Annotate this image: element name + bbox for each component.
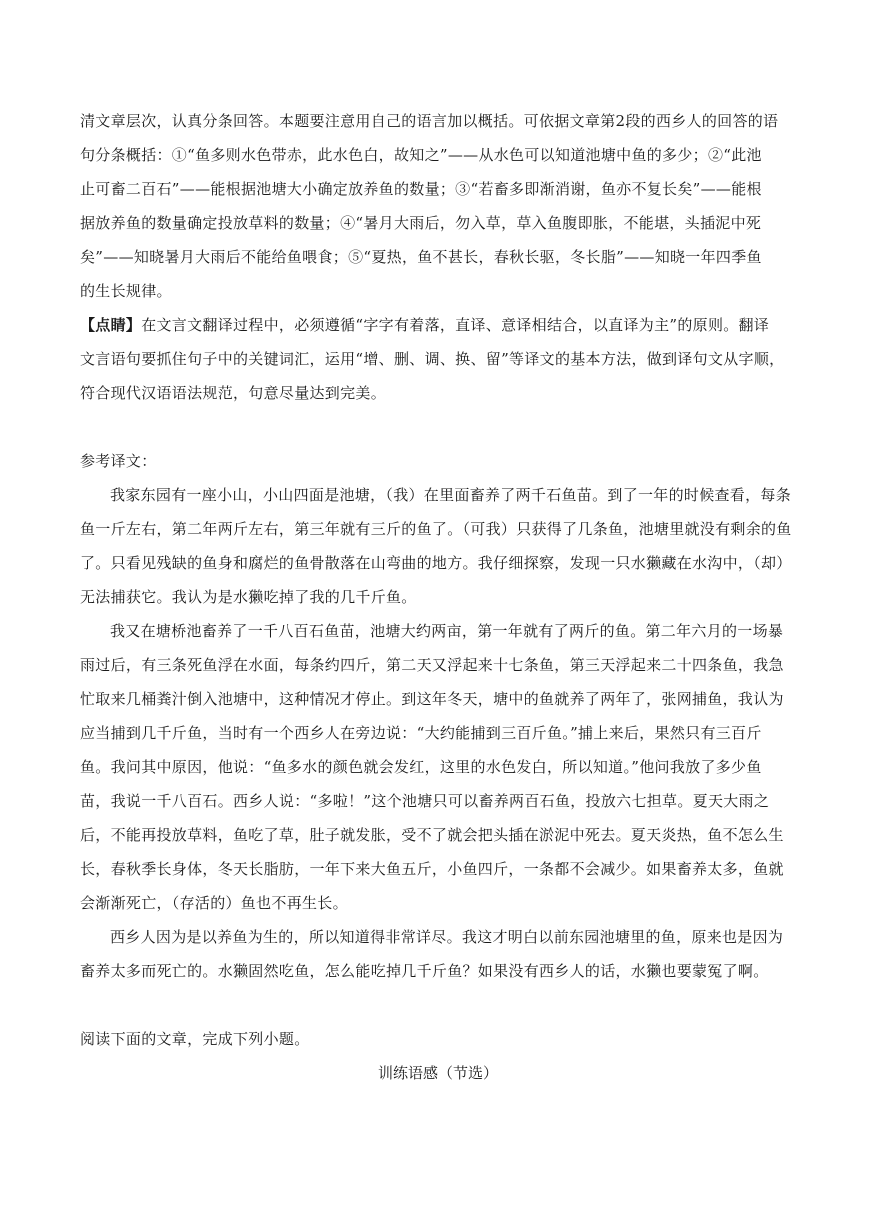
analysis-line: 的生长规律。: [80, 282, 172, 300]
paragraph-line: 我又在塘桥池畜养了一千八百石鱼苗，池塘大约两亩，第一年就有了两斤的鱼。第二年六月的一场暴: [110, 622, 784, 640]
dianjing-line: [80, 308, 796, 342]
dianjing-line: 文言语句要抓住句子中的关键词汇，运用“增、删、调、换、留”等译文的基本方法，做到译句文从字顺，: [80, 350, 785, 368]
translation-heading: 参考译文：: [80, 452, 157, 470]
analysis-line: 句分条概括：①“鱼多则水色带赤，此水色白，故知之”——从水色可以知道池塘中鱼的多少；②“此池: [80, 146, 762, 164]
dianjing-text: 在文言文翻译过程中，必须遵循“字字有着落，直译、意译相结合，以直译为主”的原则。翻译: [141, 316, 770, 334]
analysis-line: 据放养鱼的数量确定投放草料的数量；④“暑月大雨后，勿入草，草入鱼腹即胀，不能堪，头插泥中死: [80, 214, 762, 232]
question-instruction: 阅读下面的文章，完成下列小题。: [80, 1030, 310, 1048]
analysis-line: 清文章层次，认真分条回答。本题要注意用自己的语言加以概括。可依据文章第2段的西乡人的回答的语: [80, 112, 779, 130]
paragraph-line: 后，不能再投放草料，鱼吃了草，肚子就发胀，受不了就会把头插在淤泥中死去。夏天炎热，鱼不怎么生: [80, 826, 784, 844]
paragraph-line: 鱼一斤左右，第二年两斤左右，第三年就有三斤的鱼了。（可我）只获得了几条鱼，池塘里就没有剩余的鱼: [80, 520, 792, 538]
paragraph-line: 忙取来几桶粪汁倒入池塘中，这种情况才停止。到这年冬天，塘中的鱼就养了两年了，张网捕鱼，我认为: [80, 690, 784, 708]
paragraph-line: 鱼。我问其中原因，他说：“鱼多水的颜色就会发红，这里的水色发白，所以知道。”他问我放了多少鱼: [80, 758, 762, 776]
paragraph-line: 西乡人因为是以养鱼为生的，所以知道得非常详尽。我这才明白以前东园池塘里的鱼，原来也是因为: [110, 928, 784, 946]
paragraph-line: 苗，我说一千八百石。西乡人说：“多啦！”这个池塘只可以畜养两百石鱼，投放六七担草。夏天大雨之: [80, 792, 770, 810]
document-page: [80, 104, 796, 1090]
spacer: [80, 410, 796, 444]
translation-paragraph-2: [80, 614, 796, 920]
analysis-line: 矣”——知晓暑月大雨后不能给鱼喂食；⑤“夏热，鱼不甚长，春秋长驱，冬长脂”——知晓一年四季鱼: [80, 248, 762, 266]
translation-paragraph-3: [80, 920, 796, 988]
paragraph-line: 了。只看见残缺的鱼身和腐烂的鱼骨散落在山弯曲的地方。我仔细探察，发现一只水獭藏在水沟中，（却）: [80, 554, 792, 572]
dianjing-tag: 【点睛】: [80, 316, 142, 334]
paragraph-line: 畜养太多而死亡的。水獭固然吃鱼，怎么能吃掉几千斤鱼？如果没有西乡人的话，水獭也要蒙冤了啊。: [80, 962, 769, 980]
spacer: [80, 988, 796, 1022]
analysis-continued: [80, 104, 796, 308]
translation-paragraph-1: [80, 478, 796, 614]
paragraph-line: 会渐渐死亡，（存活的）鱼也不再生长。: [80, 894, 348, 912]
article-title: 训练语感（节选）: [377, 1064, 498, 1082]
paragraph-line: 无法捕获它。我认为是水獭吃掉了我的几千斤鱼。: [80, 588, 417, 606]
dianjing-section: [80, 308, 796, 410]
paragraph-line: 雨过后，有三条死鱼浮在水面，每条约四斤，第二天又浮起来十七条鱼，第三天浮起来二十四条鱼，我急: [80, 656, 784, 674]
analysis-line: 止可畜二百石”——能根据池塘大小确定放养鱼的数量；③“若畜多即渐消谢，鱼亦不复长矣”——能根: [80, 180, 762, 198]
translation-section: [80, 444, 796, 988]
paragraph-line: 长，春秋季长身体，冬天长脂肪，一年下来大鱼五斤，小鱼四斤，一条都不会减少。如果畜养太多，鱼就: [80, 860, 784, 878]
next-question: [80, 1022, 796, 1090]
dianjing-line: 符合现代汉语语法规范，句意尽量达到完美。: [80, 384, 387, 402]
paragraph-line: 我家东园有一座小山，小山四面是池塘，（我）在里面畜养了两千石鱼苗。到了一年的时候查看，每条: [110, 486, 792, 504]
paragraph-line: 应当捕到几千斤鱼，当时有一个西乡人在旁边说：“大约能捕到三百斤鱼。”捕上来后，果然只有三百斤: [80, 724, 762, 742]
